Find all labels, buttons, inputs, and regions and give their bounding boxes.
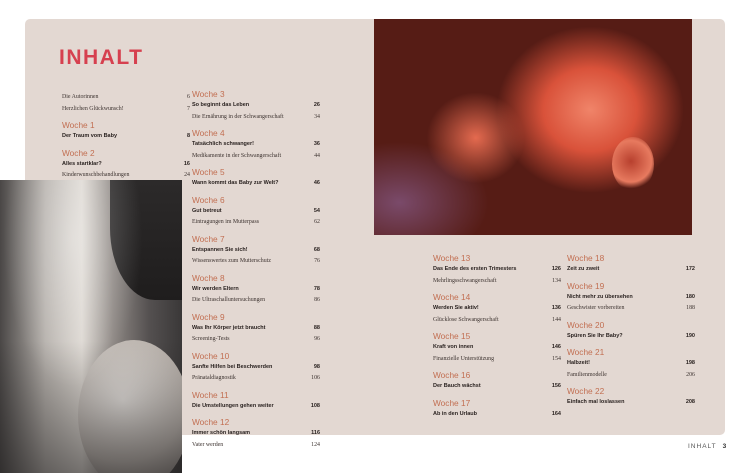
toc-entry: [192, 284, 320, 296]
toc-entry-title: Entspannen Sie sich!: [192, 246, 248, 253]
toc-entry: [567, 397, 695, 409]
week-heading: Woche 1: [62, 120, 95, 130]
toc-entry-title: Das Ende des ersten Trimesters: [433, 266, 517, 272]
toc-entry-title: Sanfte Hilfen bei Beschwerden: [192, 363, 273, 370]
toc-entry: [567, 331, 695, 343]
toc-entry: [433, 354, 561, 366]
week-heading: Woche 22: [567, 386, 605, 396]
toc-entry-title: Wissenswertes zum Mutterschutz: [192, 258, 271, 264]
toc-entry-title: Screening-Tests: [192, 336, 230, 342]
toc-entry-title: Kraft von innen: [433, 344, 474, 350]
page-footer: [688, 443, 726, 450]
toc-entry-title: Halbzeit!: [567, 360, 590, 366]
toc-entry-page: 6: [187, 94, 190, 100]
toc-entry: [433, 276, 561, 288]
toc-entry: [567, 358, 695, 370]
toc-entry: [192, 362, 320, 374]
toc-entry-title: Zeit zu zweit: [567, 266, 600, 272]
week-heading: Woche 4: [192, 128, 225, 138]
toc-entry-page: 156: [551, 383, 561, 389]
toc-entry: [192, 440, 320, 452]
toc-entry: [62, 131, 190, 143]
toc-entry-page: 188: [686, 305, 695, 311]
toc-entry-page: 106: [311, 375, 320, 381]
week-heading: Woche 17: [433, 397, 471, 408]
toc-entry-page: 208: [685, 399, 695, 405]
toc-entry-title: Einfach mal loslassen: [567, 399, 625, 405]
toc-entry-page: 116: [311, 430, 320, 436]
toc-entry-title: Geschwister vorbereiten: [567, 305, 625, 311]
toc-entry: [192, 245, 320, 257]
toc-column-4: [567, 253, 695, 409]
toc-entry: [192, 112, 320, 124]
toc-column-2: [192, 89, 320, 451]
couple-photo: [0, 180, 182, 473]
toc-entry: [433, 315, 561, 327]
toc-entry-page: 34: [314, 113, 320, 120]
toc-entry-page: 26: [313, 102, 320, 108]
toc-entry-title: Familienmodelle: [567, 371, 607, 378]
toc-entry-title: Herzlichen Glückwunsch!: [62, 105, 124, 112]
toc-entry-title: Der Traum vom Baby: [62, 133, 118, 139]
toc-entry-page: 76: [314, 258, 320, 264]
toc-entry: [192, 151, 320, 163]
toc-entry-title: Alles startklar?: [62, 160, 102, 167]
toc-entry: [62, 92, 190, 104]
photo-detail-ear: [612, 137, 654, 191]
week-heading: Woche 13: [433, 253, 471, 263]
week-heading: Woche 8: [192, 272, 225, 283]
toc-entry-page: 86: [314, 297, 320, 303]
toc-entry-title: Vater werden: [192, 441, 224, 448]
toc-entry: [192, 139, 320, 151]
toc-entry-title: Die Umstellungen gehen weiter: [192, 402, 274, 409]
toc-entry-title: Der Bauch wächst: [433, 383, 481, 389]
embryo-photo: [374, 19, 692, 235]
photo-glow: [374, 19, 692, 235]
toc-entry-title: Die Autorinnen: [62, 94, 99, 100]
toc-entry-title: Nicht mehr zu übersehen: [567, 293, 633, 300]
toc-entry-title: Die Ultraschalluntersuchungen: [192, 297, 266, 303]
toc-entry: [192, 373, 320, 385]
toc-entry-title: Medikamente in der Schwangerschaft: [192, 152, 282, 159]
week-heading: Woche 3: [192, 89, 225, 99]
toc-entry-page: 62: [314, 219, 320, 225]
toc-entry-title: So beginnt das Leben: [192, 102, 250, 108]
toc-column-1: [62, 92, 190, 182]
toc-entry-page: 198: [685, 360, 695, 366]
week-heading: Woche 12: [192, 417, 230, 427]
toc-entry-page: 146: [551, 344, 561, 350]
toc-entry-page: 16: [183, 160, 190, 167]
week-heading: Woche 9: [192, 311, 225, 322]
toc-column-3: [433, 253, 561, 420]
photo-shading: [0, 180, 182, 473]
toc-entry-page: 46: [313, 180, 320, 186]
toc-entry-page: 44: [314, 152, 320, 159]
toc-entry: [433, 303, 561, 315]
toc-entry-page: 134: [552, 277, 561, 284]
week-heading: Woche 16: [433, 370, 471, 380]
toc-entry: [433, 409, 561, 421]
week-heading: Woche 5: [192, 167, 225, 177]
toc-entry: [192, 323, 320, 335]
toc-entry-page: 54: [313, 207, 320, 214]
toc-entry-page: 206: [686, 371, 695, 378]
toc-entry: [192, 217, 320, 229]
page-number: 3: [722, 443, 727, 450]
week-heading: Woche 20: [567, 319, 605, 330]
toc-entry-page: 172: [685, 266, 695, 272]
week-heading: Woche 21: [567, 347, 605, 357]
toc-entry-title: Glücklose Schwangerschaft: [433, 316, 499, 323]
toc-entry-title: Immer schön langsam: [192, 430, 251, 436]
toc-entry: [62, 159, 190, 171]
toc-entry-title: Tatsächlich schwanger!: [192, 141, 254, 147]
week-heading: Woche 19: [567, 280, 605, 291]
toc-entry-title: Wann kommt das Baby zur Welt?: [192, 180, 279, 186]
toc-entry-page: 24: [184, 172, 190, 178]
toc-entry: [192, 401, 320, 413]
toc-entry-page: 108: [310, 402, 320, 409]
toc-entry-page: 88: [313, 324, 320, 331]
toc-entry-title: Eintragungen im Mutterpass: [192, 219, 260, 225]
toc-entry-title: Ab in den Urlaub: [433, 410, 477, 417]
week-heading: Woche 2: [62, 147, 95, 158]
toc-entry: [433, 342, 561, 354]
toc-entry: [192, 256, 320, 268]
week-heading: Woche 10: [192, 350, 230, 361]
toc-entry-page: 126: [551, 266, 561, 272]
toc-entry: [192, 295, 320, 307]
toc-entry-page: 36: [313, 141, 320, 147]
toc-entry: [192, 334, 320, 346]
page-title: INHALT: [59, 46, 144, 69]
toc-entry-title: Finanzielle Unterstützung: [433, 355, 495, 362]
toc-entry-title: Was Ihr Körper jetzt braucht: [192, 324, 266, 331]
toc-entry: [567, 264, 695, 276]
toc-entry-title: Mehrlingsschwangerschaft: [433, 277, 497, 284]
toc-entry-page: 124: [311, 441, 320, 448]
toc-entry-page: 78: [313, 285, 320, 292]
toc-entry-page: 68: [313, 246, 320, 253]
toc-entry-title: Kinderwunschbehandlungen: [62, 172, 130, 178]
week-heading: Woche 11: [192, 389, 229, 400]
footer-label: INHALT: [688, 443, 717, 450]
toc-entry-page: 7: [187, 105, 190, 112]
toc-entry-page: 98: [313, 363, 320, 370]
toc-entry-page: 180: [685, 293, 695, 300]
week-heading: Woche 15: [433, 331, 471, 341]
toc-entry-title: Die Ernährung in der Schwangerschaft: [192, 113, 284, 120]
toc-entry-page: 8: [186, 133, 190, 139]
toc-entry: [433, 381, 561, 393]
toc-entry: [567, 370, 695, 382]
week-heading: Woche 18: [567, 253, 605, 263]
toc-entry-page: 96: [314, 336, 320, 342]
toc-entry: [192, 206, 320, 218]
toc-entry-title: Gut betreut: [192, 207, 222, 214]
toc-entry: [192, 100, 320, 112]
toc-entry: [192, 428, 320, 440]
toc-entry-title: Werden Sie aktiv!: [433, 305, 479, 311]
toc-entry-title: Wir werden Eltern: [192, 285, 239, 292]
toc-entry-page: 154: [552, 355, 561, 362]
toc-entry: [433, 264, 561, 276]
toc-entry-page: 190: [685, 332, 695, 339]
toc-entry: [567, 292, 695, 304]
toc-entry-page: 164: [551, 410, 561, 417]
toc-entry-page: 144: [552, 316, 561, 323]
week-heading: Woche 6: [192, 194, 225, 205]
week-heading: Woche 7: [192, 233, 225, 244]
toc-entry-title: Pränataldiagnostik: [192, 375, 236, 381]
toc-entry-page: 136: [551, 305, 561, 311]
toc-entry: [62, 104, 190, 116]
toc-entry-title: Spüren Sie Ihr Baby?: [567, 332, 623, 339]
week-heading: Woche 14: [433, 292, 471, 302]
toc-entry: [192, 178, 320, 190]
toc-entry: [567, 303, 695, 315]
